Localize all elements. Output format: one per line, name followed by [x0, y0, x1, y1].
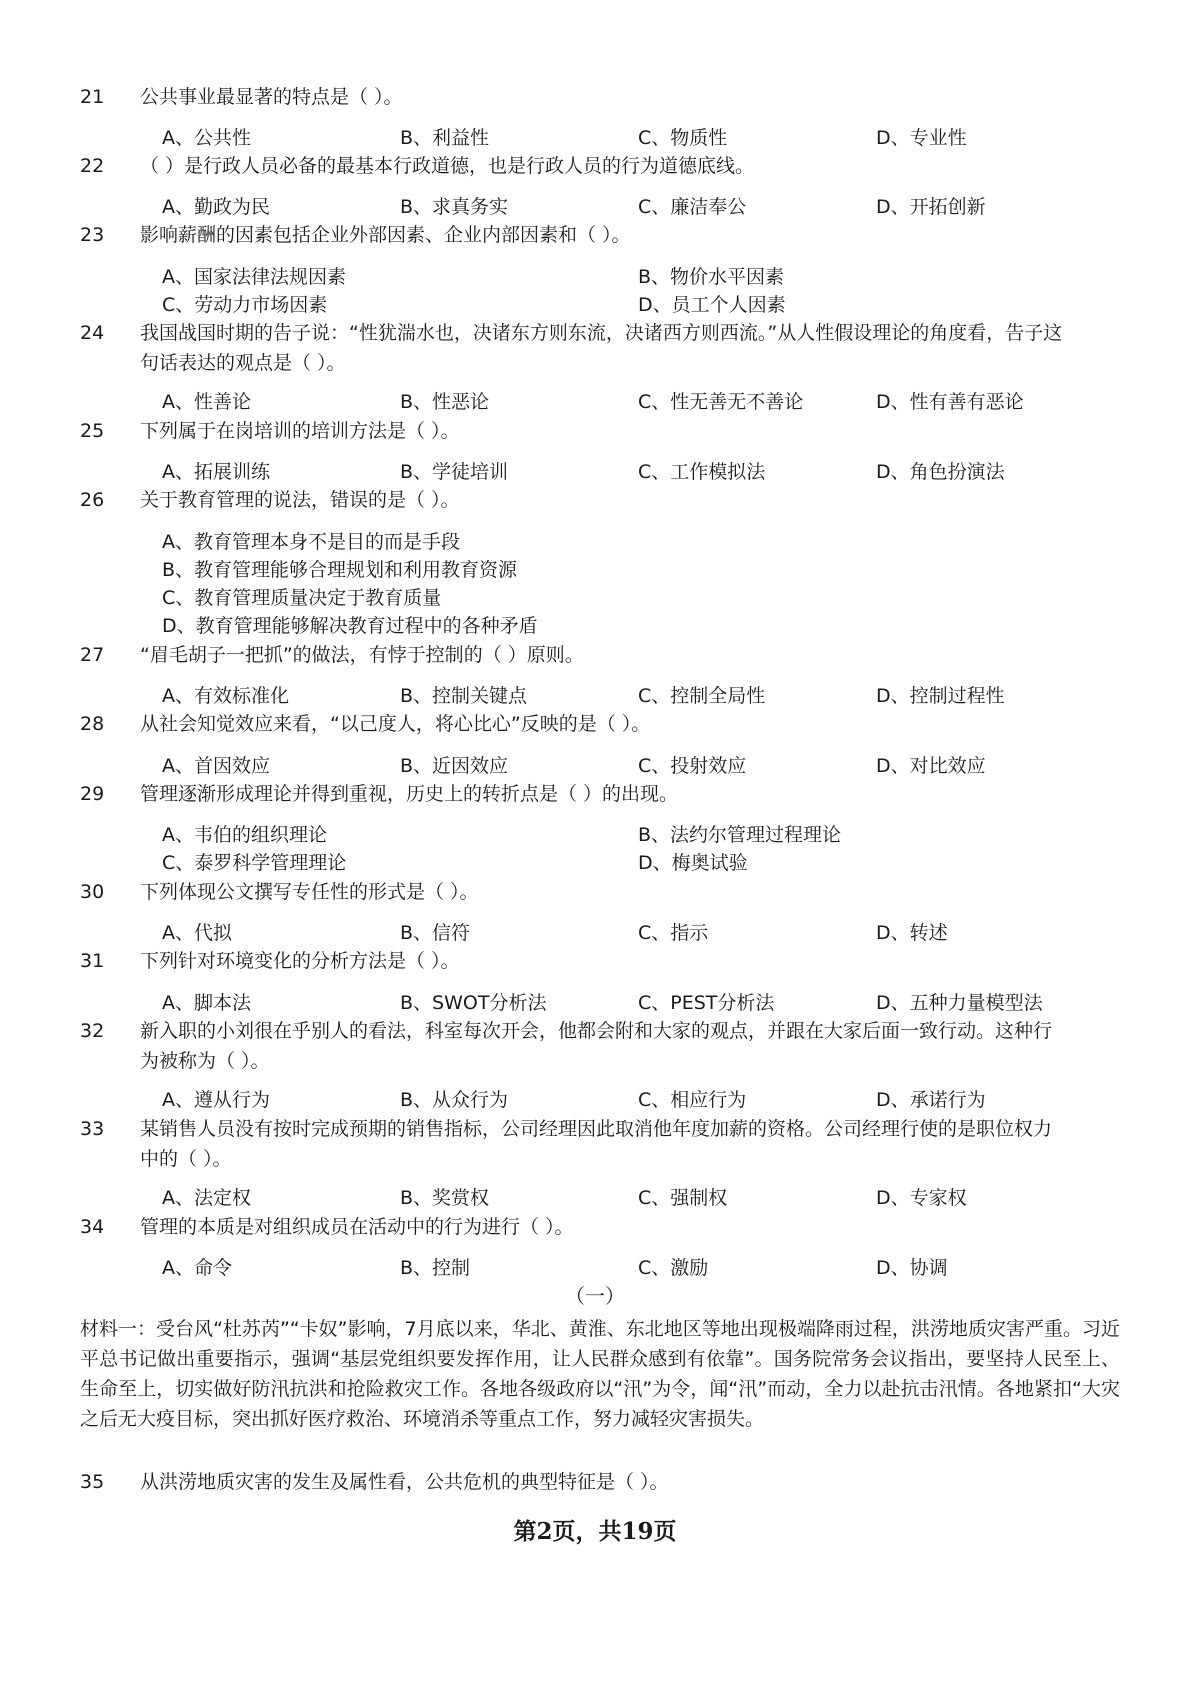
- option-d: D、性有善有恶论: [876, 391, 1024, 413]
- question-text: “眉毛胡子一把抓”的做法，有悖于控制的（ ）原则。: [140, 644, 584, 666]
- option-d: D、开拓创新: [876, 196, 986, 218]
- question-number: 31: [80, 950, 105, 972]
- option-c: C、PEST分析法: [638, 992, 775, 1014]
- question-text: （ ）是行政人员必备的最基本行政道德，也是行政人员的行为道德底线。: [140, 155, 755, 177]
- option-c: C、强制权: [638, 1187, 728, 1209]
- option-d: D、员工个人因素: [638, 294, 786, 316]
- question-number: 23: [80, 224, 105, 246]
- option-b: B、利益性: [400, 127, 490, 149]
- option-c: C、控制全局性: [638, 685, 766, 707]
- option-b: B、奖赏权: [400, 1187, 490, 1209]
- option-d: D、控制过程性: [876, 685, 1005, 707]
- option-a: A、勤政为民: [162, 196, 270, 218]
- question-text: 某销售人员没有按时完成预期的销售指标，公司经理因此取消他年度加薪的资格。公司经理行使的是职位权力中的（ ）。: [140, 1118, 1053, 1170]
- option-c: C、廉洁奉公: [638, 196, 747, 218]
- option-b: B、法约尔管理过程理论: [638, 824, 842, 846]
- option-b: B、物价水平因素: [638, 266, 785, 288]
- question-number: 24: [80, 322, 105, 344]
- material-paragraph: 材料一：受台风“杜苏芮”“卡奴”影响，7月底以来，华北、黄淮、东北地区等地出现极端降雨过程，洪涝地质灾害严重。习近平总书记做出重要指示，强调“基层党组织要发挥作用，让人民群众感到有依靠”。国务院常务会议指出，要坚持人民至上、生命至上，切实做好防汛抗洪和抢险救灾工作。各地各级政府以“汛”为令，闻“汛”而动，全力以赴抗击汛情。各地紧扣“大灾之后无大疫目标，突出抓好医疗救治、环境消杀等重点工作，努力减轻灾害损失。: [80, 1318, 1120, 1430]
- question-text: 影响薪酬的因素包括企业外部因素、企业内部因素和（ ）。: [140, 224, 631, 246]
- option-c: C、劳动力市场因素: [162, 294, 328, 316]
- question-text: 我国战国时期的告子说：“性犹湍水也，决诸东方则东流，决诸西方则西流。”从人性假设理论的角度看，告子这句话表达的观点是（ ）。: [140, 322, 1063, 374]
- option-a: A、代拟: [162, 922, 232, 944]
- option-a: A、韦伯的组织理论: [162, 824, 327, 846]
- option-d: D、教育管理能够解决教育过程中的各种矛盾: [162, 615, 538, 637]
- option-c: C、教育管理质量决定于教育质量: [162, 587, 442, 609]
- question-text: 下列属于在岗培训的培训方法是（ ）。: [140, 420, 460, 442]
- option-a: A、首因效应: [162, 755, 270, 777]
- option-c: C、激励: [638, 1257, 709, 1279]
- option-d: D、角色扮演法: [876, 461, 1005, 483]
- question-number: 34: [80, 1216, 105, 1238]
- question-number: 25: [80, 420, 105, 442]
- question-text: 下列针对环境变化的分析方法是（ ）。: [140, 950, 460, 972]
- option-a: A、教育管理本身不是目的而是手段: [162, 531, 460, 553]
- question-number: 28: [80, 713, 105, 735]
- question-text: 从社会知觉效应来看，“以己度人，将心比心”反映的是（ ）。: [140, 713, 651, 735]
- option-d: D、专业性: [876, 127, 967, 149]
- option-b: B、控制: [400, 1257, 471, 1279]
- question-text: 公共事业最显著的特点是（ ）。: [140, 86, 403, 108]
- question-number: 21: [80, 86, 105, 108]
- question-number: 26: [80, 489, 105, 511]
- question-text: 下列体现公文撰写专任性的形式是（ ）。: [140, 881, 479, 903]
- option-c: C、性无善无不善论: [638, 391, 804, 413]
- option-a: A、有效标准化: [162, 685, 289, 707]
- option-d: D、协调: [876, 1257, 948, 1279]
- option-d: D、梅奥试验: [638, 852, 748, 874]
- question-text: 管理逐渐形成理论并得到重视，历史上的转折点是（ ）的出现。: [140, 783, 679, 805]
- option-d: D、五种力量模型法: [876, 992, 1043, 1014]
- option-d: D、专家权: [876, 1187, 967, 1209]
- question-number: 35: [80, 1471, 105, 1493]
- option-a: A、命令: [162, 1257, 232, 1279]
- option-b: B、从众行为: [400, 1089, 509, 1111]
- option-d: D、承诺行为: [876, 1089, 986, 1111]
- question-text: 从洪涝地质灾害的发生及属性看，公共危机的典型特征是（ ）。: [140, 1471, 669, 1493]
- option-c: C、投射效应: [638, 755, 747, 777]
- option-d: D、转述: [876, 922, 948, 944]
- option-a: A、法定权: [162, 1187, 251, 1209]
- option-b: B、近因效应: [400, 755, 509, 777]
- option-c: C、指示: [638, 922, 709, 944]
- option-a: A、性善论: [162, 391, 251, 413]
- question-number: 30: [80, 881, 105, 903]
- question-number: 32: [80, 1020, 105, 1042]
- question-text: 关于教育管理的说法，错误的是（ ）。: [140, 489, 460, 511]
- option-b: B、控制关键点: [400, 685, 528, 707]
- option-a: A、遵从行为: [162, 1089, 270, 1111]
- option-b: B、教育管理能够合理规划和利用教育资源: [162, 559, 518, 581]
- option-a: A、公共性: [162, 127, 251, 149]
- page-footer: 第2页，共19页: [513, 1518, 677, 1545]
- option-a: A、脚本法: [162, 992, 251, 1014]
- question-number: 27: [80, 644, 105, 666]
- option-b: B、求真务实: [400, 196, 509, 218]
- option-a: A、国家法律法规因素: [162, 266, 346, 288]
- section-heading: （一）: [565, 1284, 625, 1308]
- option-b: B、性恶论: [400, 391, 490, 413]
- question-number: 22: [80, 155, 105, 177]
- option-c: C、相应行为: [638, 1089, 747, 1111]
- option-b: B、信符: [400, 922, 471, 944]
- option-c: C、泰罗科学管理理论: [162, 852, 347, 874]
- question-number: 29: [80, 783, 105, 805]
- option-c: C、工作模拟法: [638, 461, 766, 483]
- option-b: B、学徒培训: [400, 461, 509, 483]
- question-text: 新入职的小刘很在乎别人的看法，科室每次开会，他都会附和大家的观点，并跟在大家后面一致行动。这种行为被称为（ ）。: [140, 1020, 1053, 1072]
- option-b: B、SWOT分析法: [400, 992, 547, 1014]
- option-d: D、对比效应: [876, 755, 986, 777]
- question-text: 管理的本质是对组织成员在活动中的行为进行（ ）。: [140, 1216, 574, 1238]
- option-a: A、拓展训练: [162, 461, 270, 483]
- option-c: C、物质性: [638, 127, 728, 149]
- question-number: 33: [80, 1118, 105, 1140]
